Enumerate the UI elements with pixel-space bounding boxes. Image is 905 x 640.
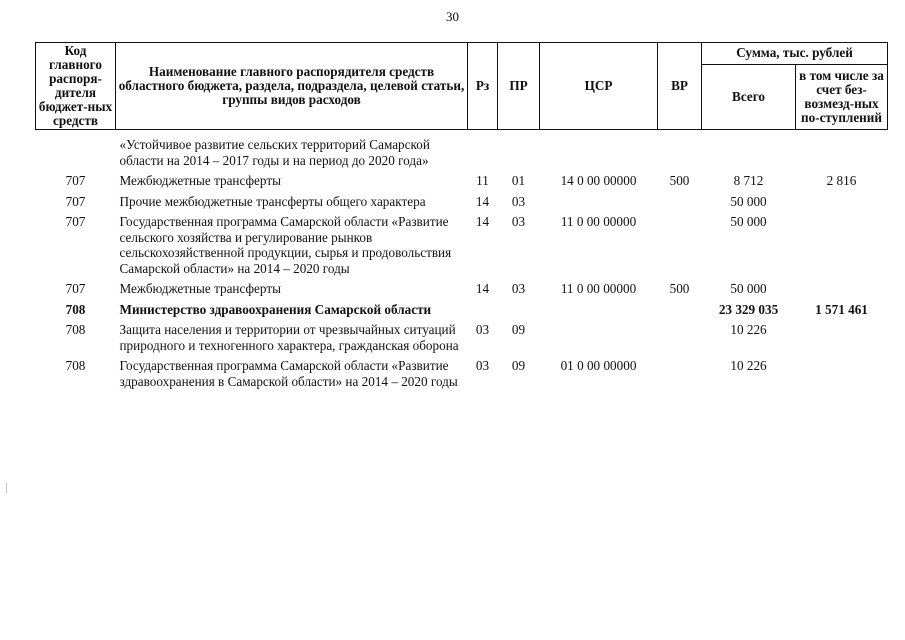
- header-total: Всего: [702, 65, 796, 130]
- cell-code: 707: [65, 214, 86, 229]
- cell-pr: 01: [511, 173, 526, 188]
- cell-total: 50 000: [730, 193, 767, 209]
- cell-free: [796, 137, 888, 173]
- cell-total: 50 000: [730, 281, 767, 296]
- cell-code: 707: [65, 193, 86, 209]
- cell-code: 707: [65, 281, 86, 296]
- cell-name: Государственная программа Самарской области «Развитие сельского хозяйства и регулирование рынков сельскохозяйственной продукции, сырья и продовольствия Самарской области» на 2014 – 2020 годы: [119, 214, 452, 276]
- cell-rz: 14: [475, 193, 490, 209]
- cell-free: 1 571 461: [815, 301, 868, 317]
- header-rz: Рз: [468, 43, 498, 130]
- cell-pr: 03: [511, 193, 526, 209]
- cell-free: [796, 281, 888, 302]
- cell-total: [702, 137, 796, 173]
- cell-code: 707: [65, 173, 86, 188]
- cell-name: Межбюджетные трансферты: [119, 173, 281, 188]
- table-body: [36, 130, 888, 395]
- cell-total: 23 329 035: [718, 301, 779, 317]
- cell-rz: 03: [475, 322, 490, 337]
- table-row: [36, 322, 888, 358]
- cell-vr: [658, 322, 702, 358]
- cell-pr: 03: [511, 214, 526, 229]
- budget-table: [35, 42, 888, 394]
- cell-pr: [498, 302, 540, 323]
- cell-pr: 03: [511, 281, 526, 296]
- header-csr: ЦСР: [540, 43, 658, 130]
- scan-margin-mark: [6, 483, 7, 493]
- cell-csr: 14 0 00 00000: [560, 173, 637, 188]
- cell-total: 50 000: [730, 214, 767, 229]
- header-code: Код главного распоря-дителя бюджет-ных средств: [36, 43, 116, 130]
- cell-vr: [658, 214, 702, 281]
- cell-rz: [468, 302, 498, 323]
- cell-pr: 09: [511, 322, 526, 337]
- cell-rz: 11: [476, 173, 489, 188]
- page-number: 30: [446, 9, 459, 24]
- table-row: [36, 281, 888, 302]
- cell-pr: [498, 137, 540, 173]
- cell-name: Защита населения и территории от чрезвычайных ситуаций природного и техногенного характера, гражданская оборона: [119, 322, 459, 353]
- table-header: [36, 43, 888, 130]
- header-name: Наименование главного распорядителя средств областного бюджета, раздела, подраздела, целевой статьи, группы видов расходов: [116, 43, 468, 130]
- table-row: [36, 194, 888, 215]
- cell-csr: 01 0 00 00000: [560, 358, 637, 373]
- table-row: [36, 358, 888, 394]
- cell-free: 2 816: [826, 173, 857, 188]
- cell-free: [796, 214, 888, 281]
- table-row-ministry: [36, 302, 888, 323]
- cell-vr: [658, 358, 702, 394]
- cell-code: 708: [65, 322, 86, 337]
- cell-rz: 14: [475, 214, 490, 229]
- cell-code: 708: [65, 301, 86, 317]
- cell-free: [796, 194, 888, 215]
- cell-vr: [658, 194, 702, 215]
- cell-name: Министерство здравоохранения Самарской области: [119, 301, 432, 317]
- table-row: [36, 173, 888, 194]
- cell-vr: [658, 137, 702, 173]
- cell-csr: 11 0 00 00000: [560, 214, 637, 229]
- cell-code: [36, 137, 116, 173]
- cell-csr: [540, 302, 658, 323]
- cell-total: 8 712: [733, 173, 764, 188]
- cell-csr: 11 0 00 00000: [560, 281, 637, 296]
- cell-vr: 500: [669, 281, 690, 296]
- cell-rz: 14: [475, 281, 490, 296]
- table-row: [36, 214, 888, 281]
- cell-csr: [540, 194, 658, 215]
- cell-free: [796, 322, 888, 358]
- cell-name: Государственная программа Самарской области «Развитие здравоохранения в Самарской области» на 2014 – 2020 годы: [119, 358, 458, 389]
- cell-csr: [540, 322, 658, 358]
- header-pr: ПР: [498, 43, 540, 130]
- cell-pr: 09: [511, 358, 526, 373]
- header-vr: ВР: [658, 43, 702, 130]
- header-free: в том числе за счет без-возмезд-ных по-ступлений: [796, 65, 888, 130]
- table-spacer: [36, 130, 888, 138]
- cell-code: 708: [65, 358, 86, 373]
- cell-total: 10 226: [730, 322, 767, 337]
- cell-name: Межбюджетные трансферты: [119, 281, 281, 296]
- cell-csr: [540, 137, 658, 173]
- header-sum: Сумма, тыс. рублей: [702, 43, 888, 65]
- cell-rz: [468, 137, 498, 173]
- cell-vr: [658, 302, 702, 323]
- cell-name: «Устойчивое развитие сельских территорий Самарской области на 2014 – 2017 годы и на период до 2020 года»: [119, 137, 430, 168]
- cell-free: [796, 358, 888, 394]
- cell-vr: 500: [669, 173, 690, 188]
- cell-rz: 03: [475, 358, 490, 373]
- cell-total: 10 226: [730, 358, 767, 373]
- table-row: [36, 137, 888, 173]
- cell-name: Прочие межбюджетные трансферты общего характера: [119, 193, 426, 209]
